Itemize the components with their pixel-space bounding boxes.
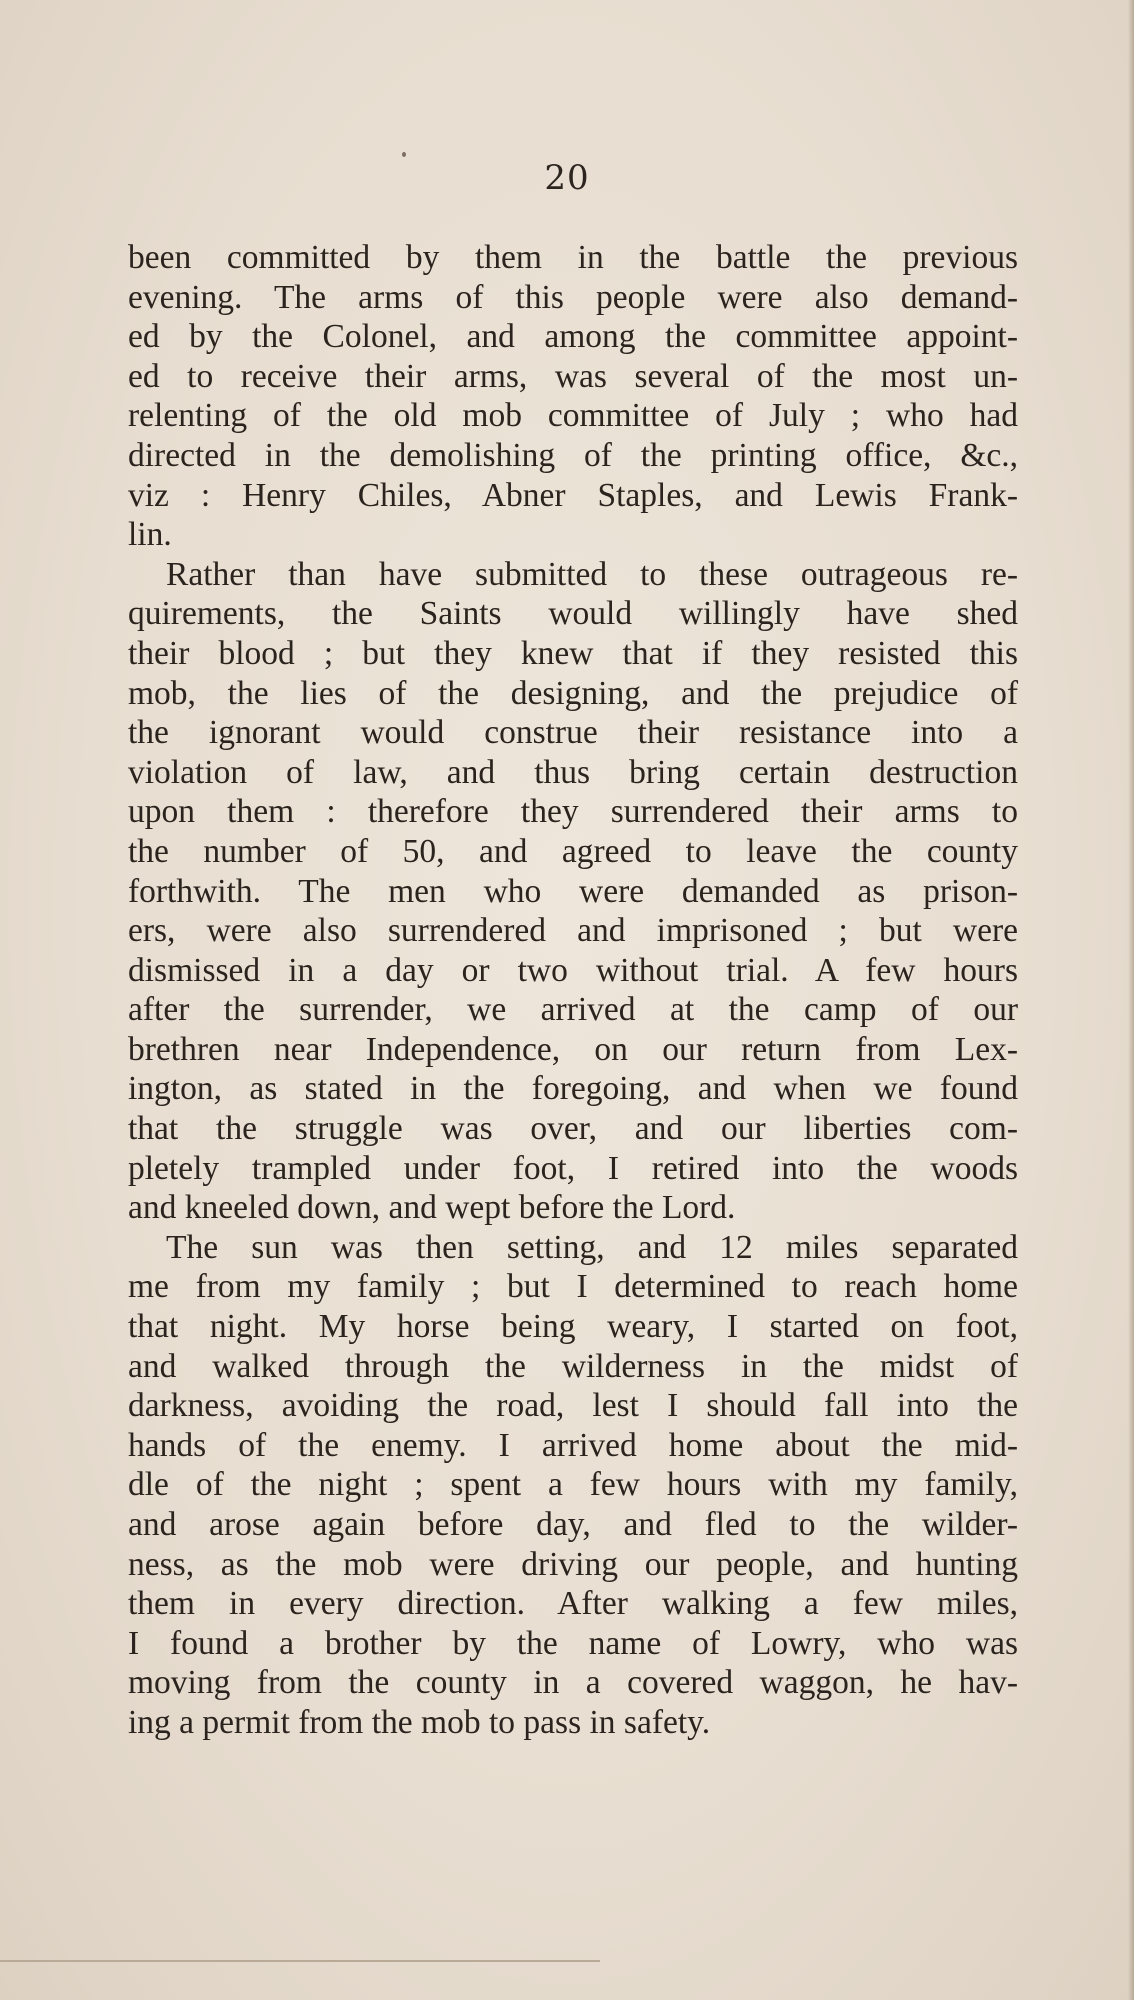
page-number: 20	[544, 158, 590, 198]
text-line: directed in the demolishing of the printing office, &c.,	[128, 436, 1018, 474]
text-line: their blood ; but they knew that if they resisted this	[128, 634, 1018, 672]
text-line: the number of 50, and agreed to leave the county	[128, 832, 1018, 870]
text-line: forthwith. The men who were demanded as prison-	[128, 872, 1018, 910]
text-line: dle of the night ; spent a few hours with my family,	[128, 1466, 1018, 1504]
text-line: them in every direction. After walking a few miles,	[128, 1585, 1018, 1623]
page-edge-shadow	[1128, 0, 1134, 2000]
text-line: evening. The arms of this people were also demand-	[128, 278, 1018, 316]
text-line: ed to receive their arms, was several of the most un-	[128, 357, 1018, 395]
text-line: hands of the enemy. I arrived home about the mid-	[128, 1426, 1018, 1464]
ink-speck	[402, 152, 406, 157]
text-line: and walked through the wilderness in the midst of	[128, 1347, 1018, 1385]
text-line: been committed by them in the battle the previous	[128, 239, 1018, 276]
text-line: mob, the lies of the designing, and the prejudice of	[128, 674, 1018, 712]
text-line: that the struggle was over, and our liberties com-	[128, 1110, 1018, 1148]
text-line: Rather than have submitted to these outrageous re-	[166, 555, 1018, 593]
text-line: and arose again before day, and fled to the wilder-	[128, 1506, 1018, 1543]
page-bottom-rule	[0, 1960, 600, 1962]
text-line: relenting of the old mob committee of July ; who had	[128, 397, 1018, 435]
text-line: after the surrender, we arrived at the camp of our	[128, 991, 1018, 1029]
text-line: upon them : therefore they surrendered their arms to	[128, 793, 1018, 831]
text-line: ing a permit from the mob to pass in safety.	[128, 1703, 711, 1741]
text-line: ed by the Colonel, and among the committee appoint-	[128, 318, 1018, 356]
text-line: darkness, avoiding the road, lest I should fall into the	[128, 1387, 1018, 1425]
text-line: that night. My horse being weary, I started on foot,	[128, 1308, 1018, 1346]
text-line: viz : Henry Chiles, Abner Staples, and Lewis Frank-	[128, 476, 1018, 514]
body-text	[128, 238, 1018, 1743]
text-line: the ignorant would construe their resistance into a	[128, 714, 1018, 752]
text-line: violation of law, and thus bring certain destruction	[128, 753, 1018, 791]
text-line: dismissed in a day or two without trial. A few hours	[128, 951, 1018, 989]
text-line: me from my family ; but I determined to reach home	[128, 1268, 1018, 1306]
text-line: ington, as stated in the foregoing, and when we found	[128, 1070, 1018, 1108]
text-line: pletely trampled under foot, I retired into the woods	[128, 1149, 1018, 1187]
text-line: and kneeled down, and wept before the Lord.	[128, 1189, 736, 1227]
text-line: ers, were also surrendered and imprisoned ; but were	[128, 912, 1018, 950]
text-line: moving from the county in a covered waggon, he hav-	[128, 1664, 1018, 1702]
text-line: I found a brother by the name of Lowry, who was	[128, 1624, 1018, 1662]
text-line: ness, as the mob were driving our people, and hunting	[128, 1545, 1018, 1583]
text-line: brethren near Independence, on our return from Lex-	[128, 1030, 1018, 1068]
text-line: lin.	[128, 516, 172, 554]
text-line: The sun was then setting, and 12 miles separated	[166, 1228, 1018, 1266]
text-line: quirements, the Saints would willingly have shed	[128, 595, 1018, 633]
